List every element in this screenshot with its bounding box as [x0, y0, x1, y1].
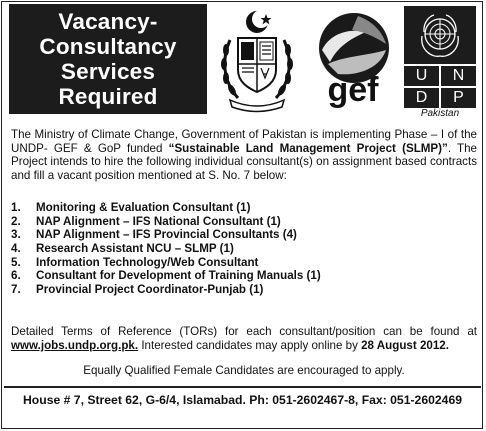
item-title: Provincial Project Coordinator-Punjab (1) — [36, 283, 264, 297]
terms-text-2: Interested candidates may apply online by — [138, 338, 362, 352]
item-title: Monitoring & Evaluation Consultant (1) — [36, 201, 251, 214]
un-globe-icon — [404, 6, 476, 64]
item-number: 2. — [11, 214, 21, 228]
item-title: Research Assistant NCU – SLMP (1) — [36, 242, 234, 256]
jobs-link[interactable]: www.jobs.undp.org.pk. — [11, 338, 139, 352]
pakistan-emblem-icon — [216, 8, 298, 114]
equal-opportunity-note: Equally Qualified Female Candidates are encouraged to apply. — [83, 364, 405, 377]
list-item — [11, 256, 477, 270]
terms-text-1: Detailed Terms of Reference (TORs) for each consultant/position can be found at — [11, 325, 477, 338]
title-line-1: Vacancy- — [58, 9, 158, 34]
undp-letter-n: N — [441, 66, 476, 86]
item-title: Information Technology/Web Consultant — [36, 255, 259, 269]
list-item — [11, 242, 477, 256]
item-number: 6. — [11, 269, 21, 283]
item-number: 4. — [11, 242, 21, 256]
item-title: NAP Alignment – IFS National Consultant (1) — [36, 214, 281, 228]
intro-text-2: . The Project intends to hire the following individual consultant(s) on assignment based contracts and fill a vacant position mentioned at S. No. 7 below: — [11, 141, 477, 182]
deadline-date: 28 August 2012. — [361, 338, 449, 352]
undp-letter-d: D — [404, 88, 439, 108]
contact-footer: House # 7, Street 62, G-6/4, Islamabad. Ph: 051-2602467-8, Fax: 051-2602469 — [23, 393, 462, 407]
item-number: 5. — [11, 255, 21, 269]
item-number: 7. — [11, 283, 21, 297]
item-title: Consultant for Development of Training Manuals (1) — [36, 269, 321, 283]
item-title: NAP Alignment – IFS Provincial Consultants (4) — [36, 228, 297, 242]
title-line-2: Consultancy — [39, 34, 177, 59]
list-item — [11, 228, 477, 242]
vacancy-title-box — [9, 4, 207, 114]
gef-wordmark: gef — [327, 71, 379, 109]
title-line-4: Required — [58, 84, 158, 109]
undp-caption: Pakistan — [420, 108, 460, 119]
undp-logo — [404, 6, 476, 118]
item-number: 1. — [11, 201, 21, 214]
positions-list — [11, 201, 477, 297]
project-name: “Sustainable Land Management Project (SLMP)” — [168, 141, 448, 155]
terms-paragraph — [11, 325, 477, 352]
undp-letter-u: U — [404, 66, 439, 86]
undp-letter-p: P — [441, 88, 476, 108]
item-number: 3. — [11, 228, 21, 242]
list-item — [11, 283, 477, 297]
footer-divider — [4, 386, 481, 388]
intro-paragraph — [11, 128, 477, 182]
list-item — [11, 215, 477, 229]
list-item — [11, 201, 477, 215]
title-line-3: Services — [60, 59, 156, 84]
intro-text-1: The Ministry of Climate Change, Government of Pakistan is implementing Phase – I of the UNDP- GEF & GoP funded — [11, 128, 477, 155]
list-item — [11, 269, 477, 283]
